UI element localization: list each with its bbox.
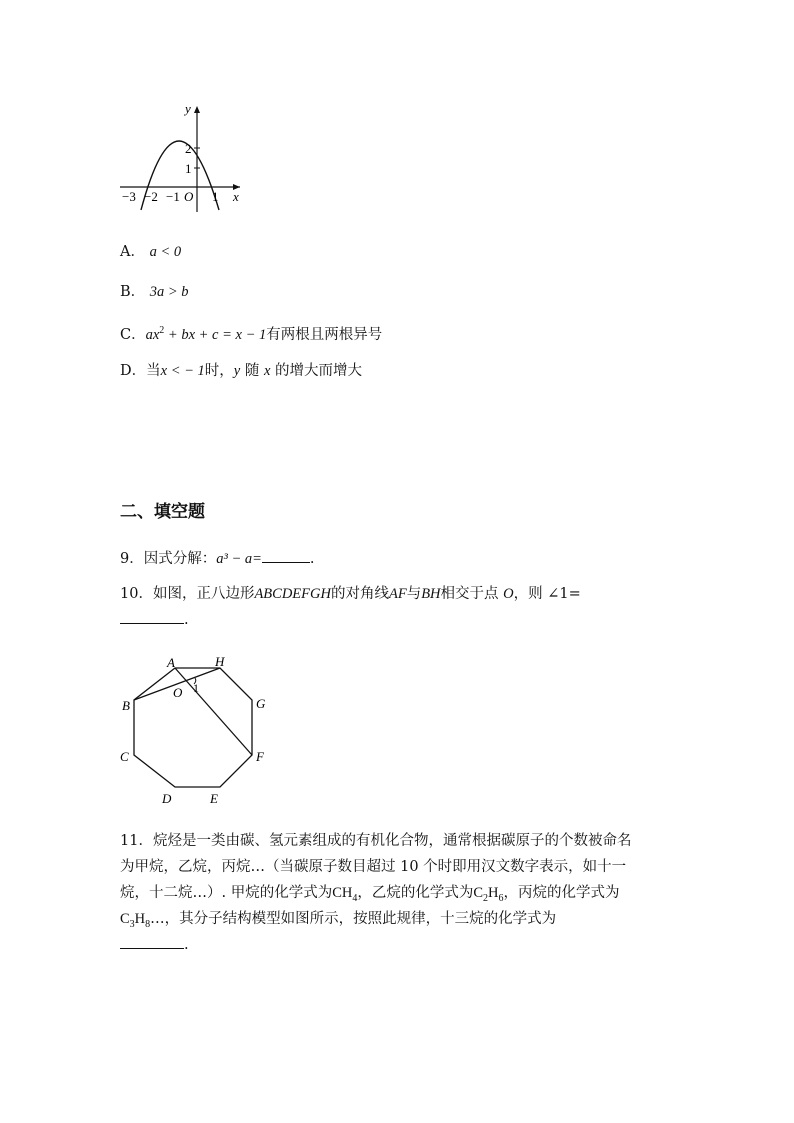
- answer-blank: [262, 548, 310, 563]
- question-10-line1: 10．如图，正八边形ABCDEFGH的对角线AF与BH相交于点 O，则 ∠1=: [120, 586, 581, 602]
- answer-blank: [120, 609, 184, 624]
- option-a: [120, 242, 181, 262]
- parabola-graph: [115, 100, 250, 215]
- option-math: ax: [145, 326, 160, 343]
- formula-c3h8: $C_3H_8$: [120, 911, 151, 930]
- vertex-label: C: [120, 749, 129, 764]
- option-c: C．$ax^2$ + bx + c = x − 1有两根且两根异号: [120, 325, 383, 343]
- question-11-line3: 烷，十二烷…）. 甲烷的化学式为$CH_4$，乙烷的化学式为$C_2H_6$，丙烷的化学式为: [120, 885, 620, 904]
- vertex-label: H: [215, 654, 225, 669]
- y-axis-label: y: [185, 101, 191, 116]
- x-tick-label: −2: [144, 189, 158, 204]
- answer-blank: [120, 934, 184, 949]
- vertex-label: A: [167, 655, 175, 670]
- x-tick-label: −3: [122, 189, 136, 204]
- vertex-label: F: [256, 749, 264, 764]
- option-d: D．当x < − 1时，y 随 x 的增大而增大: [120, 363, 362, 379]
- option-letter: D．: [120, 363, 147, 379]
- x-axis-label: x: [233, 189, 239, 204]
- vertex-label: G: [256, 696, 266, 711]
- y-tick-label: 1: [185, 161, 192, 176]
- option-math: 3a > b: [149, 284, 189, 300]
- intersection-label: O: [173, 685, 183, 700]
- x-tick-label: −1: [166, 189, 180, 204]
- option-letter: B．: [120, 284, 146, 300]
- question-9: 9．因式分解：a³ − a= .: [120, 548, 315, 569]
- origin-label: O: [184, 189, 194, 204]
- option-letter: A．: [120, 244, 145, 260]
- vertex-label: B: [122, 698, 130, 713]
- vertex-label: D: [162, 791, 172, 806]
- vertex-label: E: [210, 791, 218, 806]
- formula-ch4: $CH_4$: [332, 885, 358, 904]
- section-title: 二、填空题: [120, 502, 205, 522]
- question-11-line2: 为甲烷，乙烷，丙烷…（当碳原子数目超过 10 个时即用汉文数字表示，如十一: [120, 859, 627, 875]
- question-11-line1: 11．烷烃是一类由碳、氢元素组成的有机化合物，通常根据碳原子的个数被命名: [120, 833, 632, 849]
- option-b: [120, 282, 189, 302]
- formula-c2h6: $C_2H_6$: [473, 885, 504, 904]
- y-tick-label: 2: [185, 141, 192, 156]
- option-letter: C．: [120, 326, 146, 343]
- option-math: a < 0: [149, 244, 182, 260]
- octagon-figure: [115, 650, 275, 810]
- option-text: 有两根且两根异号: [266, 326, 383, 343]
- option-math: + bx + c = x − 1: [164, 326, 267, 343]
- x-tick-label: 1: [212, 189, 219, 204]
- angle-label: 1: [193, 681, 199, 695]
- question-10-line2: .: [120, 609, 189, 630]
- question-11-line4: $C_3H_8\dots$，其分子结构模型如图所示，按照此规律，十三烷的化学式为: [120, 911, 557, 930]
- y-axis-arrow: [194, 106, 200, 113]
- question-11-line5: .: [120, 934, 189, 955]
